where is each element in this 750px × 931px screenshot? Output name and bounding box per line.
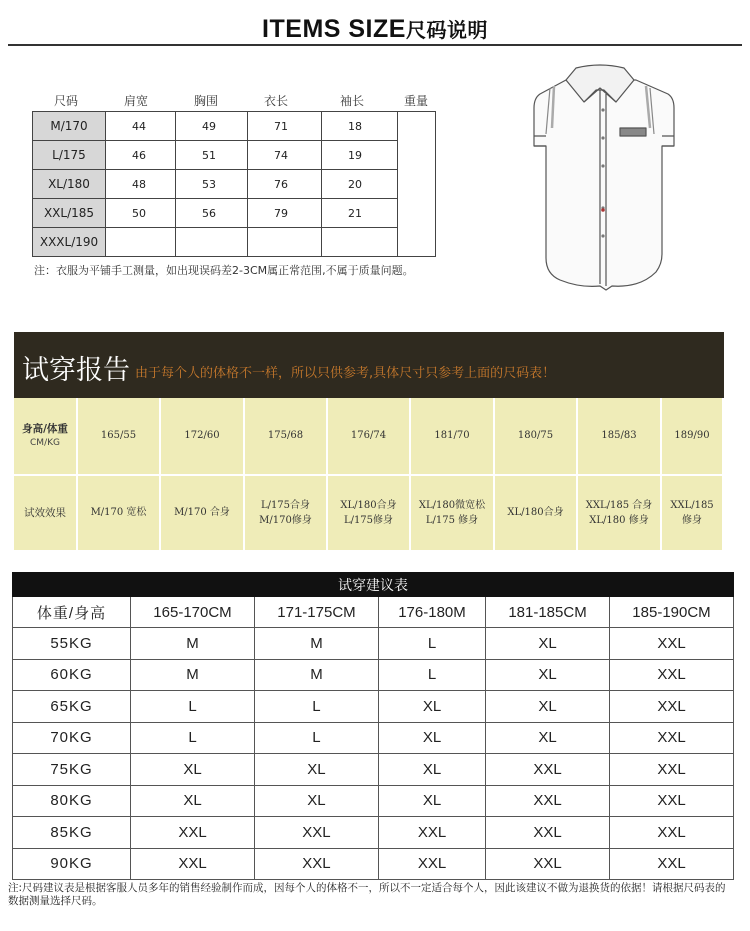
tryon-title: 试穿报告 bbox=[22, 355, 130, 386]
recommend-note: 注:尺码建议表是根据客服人员多年的销售经验制作而成，因每个人的体格不一，所以不一定适合每个人，因此该建议不做为退换货的依据！请根据尺码表的数据测量选择尺码。 bbox=[8, 882, 726, 907]
table-cell: L bbox=[378, 659, 485, 691]
weight-cell: 90KG bbox=[13, 848, 131, 880]
title-english: ITEMS SIZE bbox=[262, 15, 406, 43]
table-cell: XL bbox=[486, 722, 610, 754]
row-label bbox=[14, 398, 78, 476]
weight-cell bbox=[398, 112, 436, 257]
table-cell: XXL bbox=[378, 848, 485, 880]
weight-cell: 60KG bbox=[13, 659, 131, 691]
height-header: 165-170CM bbox=[131, 597, 255, 628]
table-cell: 51 bbox=[176, 141, 248, 170]
page-title bbox=[0, 14, 750, 44]
size-cell: XXXL/190 bbox=[33, 228, 106, 257]
table-cell: L bbox=[131, 691, 255, 723]
effect-line: M/170 合身 bbox=[174, 507, 230, 519]
effect-line: XXL/185 合身 bbox=[585, 499, 653, 511]
table-cell: 175/68 bbox=[245, 398, 328, 476]
sleeve-header: 袖长 bbox=[340, 94, 365, 108]
table-cell: 21 bbox=[322, 199, 398, 228]
table-cell: 74 bbox=[248, 141, 322, 170]
table-cell bbox=[411, 476, 495, 552]
table-header-row bbox=[13, 597, 734, 628]
table-cell: 185/83 bbox=[578, 398, 662, 476]
table-cell: 189/90 bbox=[662, 398, 724, 476]
table-cell bbox=[176, 228, 248, 257]
table-cell: M bbox=[254, 659, 378, 691]
effect-line: M/170 宽松 bbox=[90, 507, 147, 519]
table-cell: L bbox=[254, 691, 378, 723]
row-label: 试效效果 bbox=[14, 476, 78, 552]
effect-line: 修身 bbox=[682, 515, 702, 526]
table-cell: XL bbox=[378, 785, 485, 817]
table-cell: XL bbox=[486, 628, 610, 660]
chest-header: 胸围 bbox=[194, 94, 219, 108]
recommend-title: 试穿建议表 bbox=[13, 573, 734, 597]
height-weight-label: 身高/体重 bbox=[22, 422, 68, 435]
header-divider bbox=[8, 44, 742, 46]
table-cell: XXL bbox=[254, 817, 378, 849]
table-cell: XL bbox=[378, 754, 485, 786]
size-cell: XL/180 bbox=[33, 170, 106, 199]
length-header: 衣长 bbox=[264, 94, 289, 108]
corner-header: 体重/身高 bbox=[13, 597, 131, 628]
table-cell bbox=[578, 476, 662, 552]
table-cell bbox=[78, 476, 161, 552]
table-cell: L bbox=[378, 628, 485, 660]
table-title-row bbox=[13, 573, 734, 597]
table-cell: 53 bbox=[176, 170, 248, 199]
shoulder-header: 肩宽 bbox=[124, 94, 149, 108]
table-cell: XL bbox=[131, 785, 255, 817]
table-cell bbox=[662, 476, 724, 552]
table-cell: 18 bbox=[322, 112, 398, 141]
table-cell: XXL bbox=[610, 848, 734, 880]
table-cell: XXL bbox=[610, 628, 734, 660]
table-cell: 20 bbox=[322, 170, 398, 199]
table-cell: 56 bbox=[176, 199, 248, 228]
weight-header: 重量 bbox=[404, 94, 429, 108]
table-row bbox=[33, 170, 436, 199]
table-row bbox=[13, 785, 734, 817]
table-row bbox=[13, 628, 734, 660]
table-cell: XL bbox=[131, 754, 255, 786]
table-cell: XXL bbox=[610, 754, 734, 786]
recommend-table bbox=[12, 572, 734, 880]
table-cell bbox=[322, 228, 398, 257]
effect-line: XL/180合身 bbox=[507, 507, 564, 519]
title-chinese: 尺码说明 bbox=[405, 20, 488, 42]
effect-line: XXL/185 bbox=[670, 499, 714, 511]
size-cell: M/170 bbox=[33, 112, 106, 141]
table-cell: L bbox=[131, 722, 255, 754]
table-row bbox=[33, 199, 436, 228]
table-cell: 181/70 bbox=[411, 398, 495, 476]
table-cell: XXL bbox=[486, 817, 610, 849]
weight-cell: 75KG bbox=[13, 754, 131, 786]
table-cell bbox=[495, 476, 578, 552]
effect-line: L/175合身 bbox=[260, 499, 311, 511]
table-row bbox=[13, 722, 734, 754]
height-header: 171-175CM bbox=[254, 597, 378, 628]
table-cell: XXL bbox=[486, 785, 610, 817]
table-cell: M bbox=[254, 628, 378, 660]
table-cell: XXL bbox=[378, 817, 485, 849]
table-cell: 165/55 bbox=[78, 398, 161, 476]
table-cell: XL bbox=[254, 785, 378, 817]
effect-line: XL/180微宽松 bbox=[418, 499, 486, 511]
table-cell: M bbox=[131, 628, 255, 660]
effect-line: L/175 修身 bbox=[425, 515, 479, 526]
table-cell: M bbox=[131, 659, 255, 691]
table-cell: 49 bbox=[176, 112, 248, 141]
size-note: 注：衣服为平铺手工测量，如出现误码差2-3CM属正常范围,不属于质量问题。 bbox=[34, 264, 414, 277]
weight-cell: 55KG bbox=[13, 628, 131, 660]
table-cell: XXL bbox=[610, 659, 734, 691]
table-cell: 76 bbox=[248, 170, 322, 199]
table-cell: 172/60 bbox=[161, 398, 245, 476]
table-row bbox=[13, 659, 734, 691]
size-table bbox=[32, 111, 436, 257]
table-cell: 46 bbox=[106, 141, 176, 170]
page-header bbox=[0, 0, 750, 50]
height-header: 176-180M bbox=[378, 597, 485, 628]
table-cell: 44 bbox=[106, 112, 176, 141]
table-row bbox=[13, 754, 734, 786]
table-cell: L bbox=[254, 722, 378, 754]
table-cell bbox=[106, 228, 176, 257]
table-cell: XL bbox=[254, 754, 378, 786]
table-cell: 71 bbox=[248, 112, 322, 141]
table-cell: 19 bbox=[322, 141, 398, 170]
table-row bbox=[13, 817, 734, 849]
table-cell: XXL bbox=[610, 785, 734, 817]
size-cell: L/175 bbox=[33, 141, 106, 170]
table-cell bbox=[245, 476, 328, 552]
table-cell: XXL bbox=[610, 722, 734, 754]
tryon-subtitle: 由于每个人的体格不一样，所以只供参考,具体尺寸只参考上面的尺码表！ bbox=[135, 366, 556, 381]
table-cell: XXL bbox=[254, 848, 378, 880]
height-header: 181-185CM bbox=[486, 597, 610, 628]
weight-cell: 70KG bbox=[13, 722, 131, 754]
table-cell: XL bbox=[486, 691, 610, 723]
table-cell bbox=[248, 228, 322, 257]
weight-cell: 85KG bbox=[13, 817, 131, 849]
table-cell: XL bbox=[378, 722, 485, 754]
effect-line: L/175修身 bbox=[343, 515, 394, 526]
table-cell: XXL bbox=[610, 691, 734, 723]
table-cell: 79 bbox=[248, 199, 322, 228]
table-cell: XXL bbox=[131, 817, 255, 849]
tryon-banner bbox=[14, 332, 724, 398]
table-row bbox=[14, 398, 724, 476]
table-cell: XXL bbox=[610, 817, 734, 849]
table-cell: 176/74 bbox=[328, 398, 411, 476]
table-row bbox=[13, 691, 734, 723]
table-cell: 50 bbox=[106, 199, 176, 228]
table-cell: XXL bbox=[486, 848, 610, 880]
table-row bbox=[13, 848, 734, 880]
height-header: 185-190CM bbox=[610, 597, 734, 628]
table-cell: 180/75 bbox=[495, 398, 578, 476]
weight-cell: 80KG bbox=[13, 785, 131, 817]
table-cell: XL bbox=[486, 659, 610, 691]
table-row bbox=[33, 141, 436, 170]
size-header: 尺码 bbox=[54, 94, 79, 108]
size-cell: XXL/185 bbox=[33, 199, 106, 228]
effect-line: XL/180合身 bbox=[340, 499, 397, 511]
size-table-headers bbox=[32, 92, 442, 110]
tryon-table bbox=[14, 398, 724, 552]
table-row bbox=[14, 476, 724, 552]
unit-label: CM/KG bbox=[30, 438, 60, 449]
effect-line: XL/180 修身 bbox=[589, 515, 649, 526]
weight-cell: 65KG bbox=[13, 691, 131, 723]
table-cell: XL bbox=[378, 691, 485, 723]
table-cell: 48 bbox=[106, 170, 176, 199]
table-row bbox=[33, 112, 436, 141]
table-cell: XXL bbox=[131, 848, 255, 880]
table-cell: XXL bbox=[486, 754, 610, 786]
effect-line: M/170修身 bbox=[259, 515, 312, 526]
table-cell bbox=[328, 476, 411, 552]
table-cell bbox=[161, 476, 245, 552]
table-row bbox=[33, 228, 436, 257]
shirt-illustration-icon bbox=[520, 58, 680, 296]
